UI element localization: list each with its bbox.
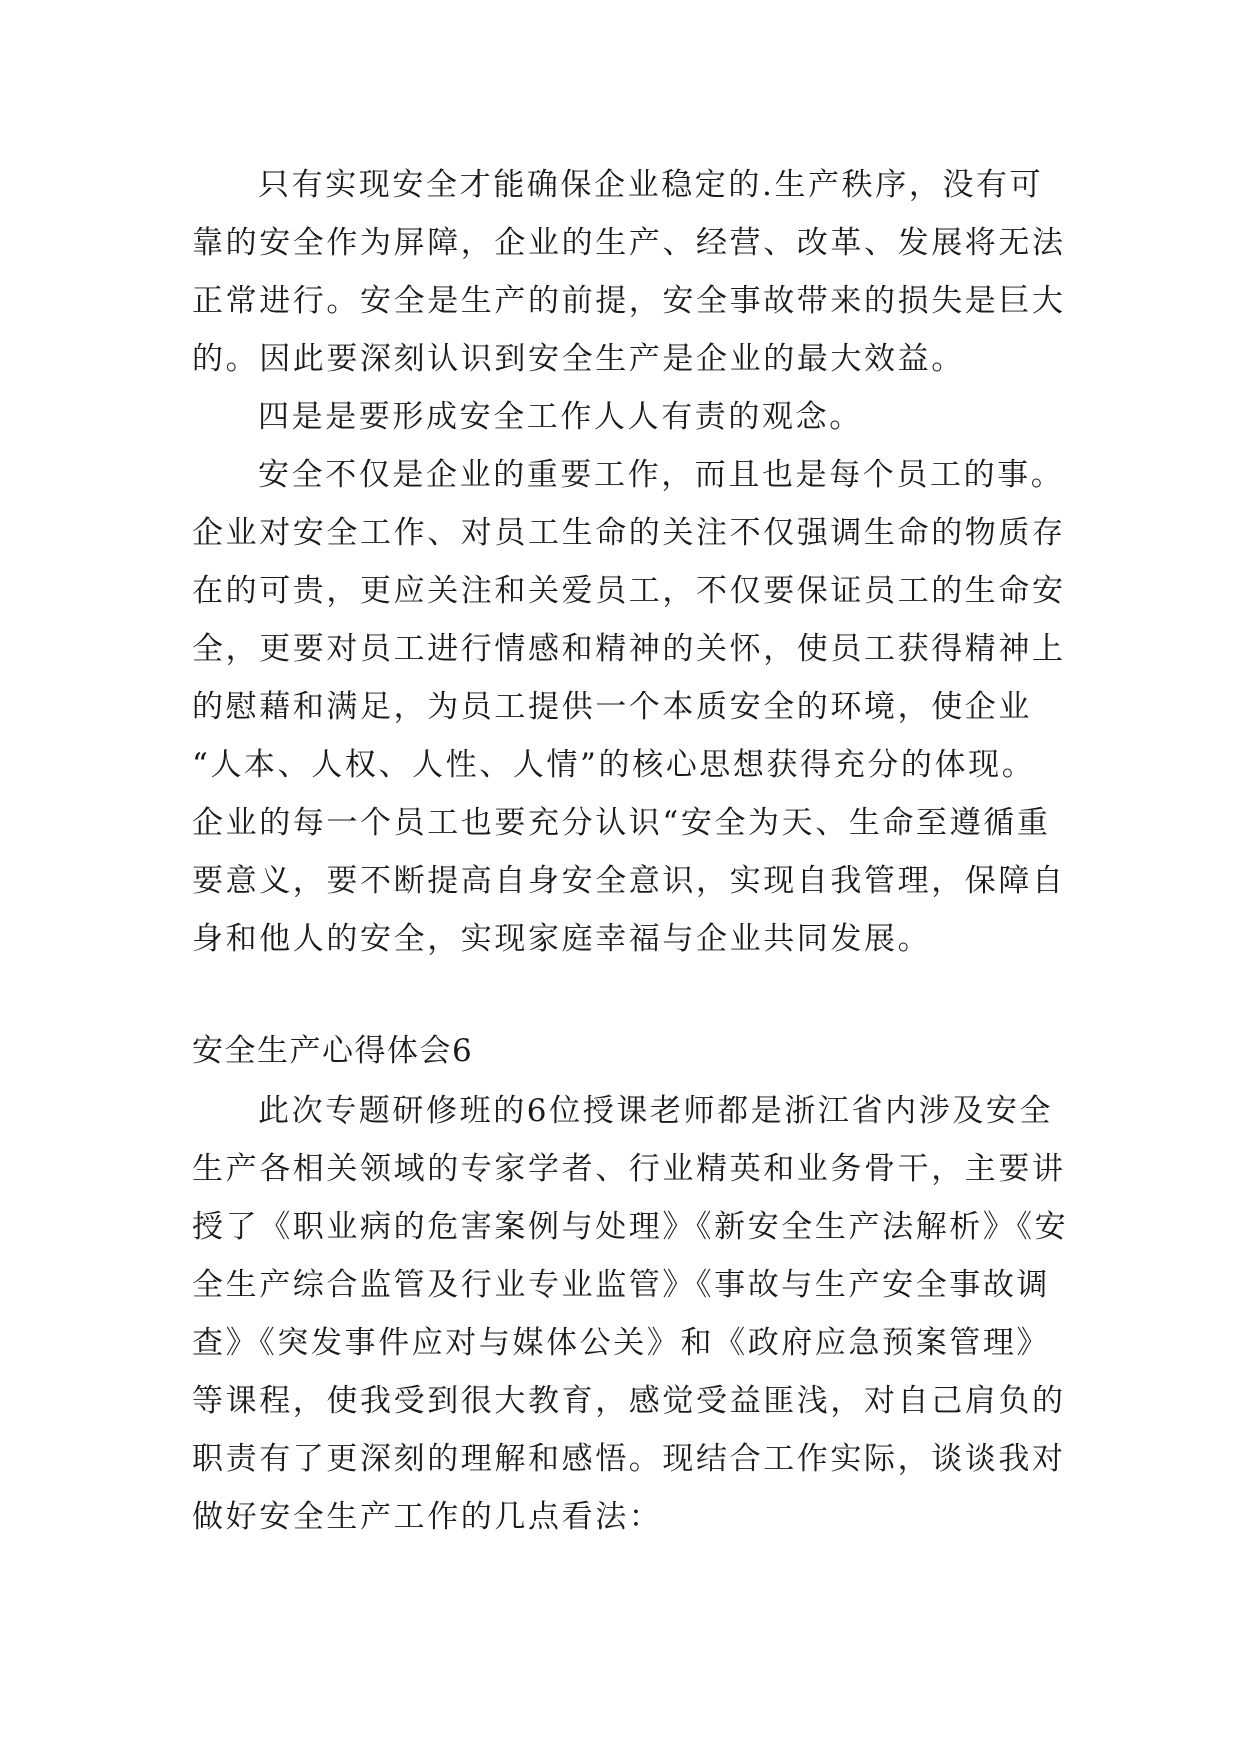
- section-1-body: [192, 156, 1066, 968]
- paragraph-line: 授了《职业病的危害案例与处理》《新安全生产法解析》《安: [192, 1209, 1069, 1245]
- paragraph-line: 要意义，要不断提高自身安全意识，实现自我管理，保障自: [192, 863, 1066, 899]
- paragraph-line: 此次专题研修班的6位授课老师都是浙江省内涉及安全: [258, 1093, 1054, 1129]
- paragraph-line: 职责有了更深刻的理解和感悟。现结合工作实际，谈谈我对: [192, 1441, 1066, 1477]
- paragraph-line: 生产各相关领域的专家学者、行业精英和业务骨干，主要讲: [192, 1151, 1066, 1187]
- paragraph-line: “人本、人权、人性、人情”的核心思想获得充分的体现。: [192, 747, 1036, 783]
- paragraph-line: 安全不仅是企业的重要工作，而且也是每个员工的事。: [258, 457, 1065, 493]
- paragraph-line: 身和他人的安全，实现家庭幸福与企业共同发展。: [192, 921, 932, 957]
- paragraph-line: 的。因此要深刻认识到安全生产是企业的最大效益。: [192, 341, 965, 377]
- paragraph-line: 只有实现安全才能确保企业稳定的.生产秩序，没有可: [258, 167, 1044, 203]
- paragraph-line: 全生产综合监管及行业专业监管》《事故与生产安全事故调: [192, 1267, 1051, 1303]
- paragraph-line: 靠的安全作为屏障，企业的生产、经营、改革、发展将无法: [192, 225, 1066, 261]
- paragraph-line: 查》《突发事件应对与媒体公关》和《政府应急预案管理》: [192, 1325, 1051, 1361]
- section-2-body: [192, 1082, 1069, 1546]
- paragraph-line: 全，更要对员工进行情感和精神的关怀，使员工获得精神上: [192, 631, 1066, 667]
- paragraph-line: 的慰藉和满足，为员工提供一个本质安全的环境，使企业: [192, 689, 1032, 725]
- paragraph-line: 企业的每一个员工也要充分认识“安全为天、生命至遵循重: [192, 805, 1051, 841]
- paragraph-line: 正常进行。安全是生产的前提，安全事故带来的损失是巨大: [192, 283, 1066, 319]
- paragraph-line: 在的可贵，更应关注和关爱员工，不仅要保证员工的生命安: [192, 573, 1066, 609]
- paragraph-line: 四是是要形成安全工作人人有责的观念。: [258, 399, 863, 435]
- paragraph-line: 等课程，使我受到很大教育，感觉受益匪浅，对自己肩负的: [192, 1383, 1066, 1419]
- section-2-title: 安全生产心得体会6: [192, 1033, 474, 1069]
- paragraph-line: 做好安全生产工作的几点看法：: [192, 1499, 663, 1535]
- paragraph-line: 企业对安全工作、对员工生命的关注不仅强调生命的物质存: [192, 515, 1066, 551]
